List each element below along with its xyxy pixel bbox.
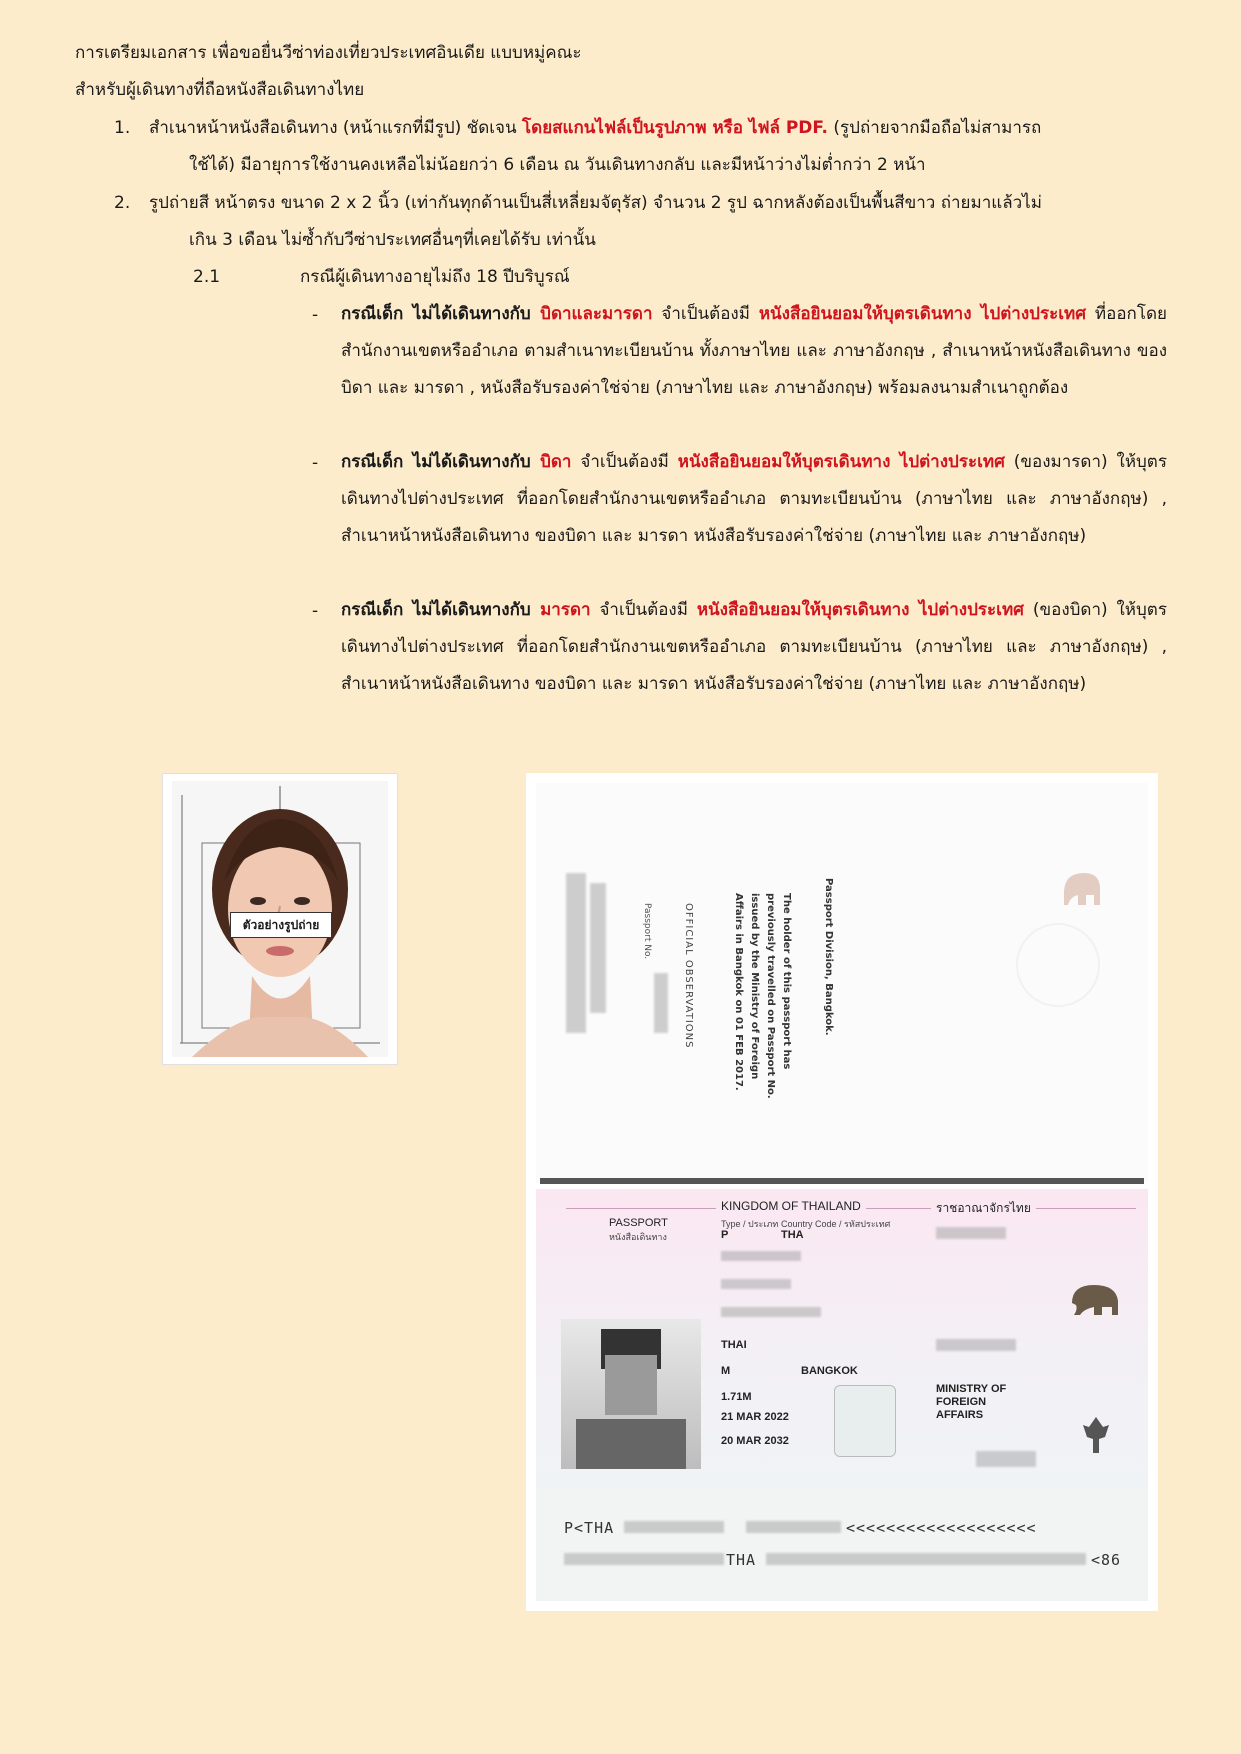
elephant-icon — [1066, 1279, 1126, 1319]
header-rule — [566, 1208, 716, 1209]
passport-sample — [526, 773, 1158, 1611]
header-rule — [1036, 1208, 1136, 1209]
case-2-rest: (ของมารดา) ให้บุตรเดินทางไปต่างประเทศ ที่ออกโดยสำนักงานเขตหรืออำเภอ ตามทะเบียนบ้าน (ภาษาไทย และ ภาษาอังกฤษ) , สำเนาหน้าหนังสือเดินทาง ของบิดา และ มารดา หนังสือรับรองค่าใช่จ่าย (ภาษาไทย และ ภาษาอังกฤษ) — [341, 452, 1167, 546]
mrz-line-2-end: <86 — [1091, 1551, 1122, 1569]
watermark-circle — [1016, 923, 1100, 1007]
case-2-bold: กรณีเด็ก ไม่ได้เดินทางกับ — [341, 452, 541, 472]
item-1-pre: สำเนาหน้าหนังสือเดินทาง (หน้าแรกที่มีรูป) ชัดเจน — [149, 118, 523, 138]
elephant-watermark-icon — [1056, 863, 1106, 913]
ghost-photo — [834, 1385, 896, 1457]
case-1-rest: ที่ออกโดยสำนักงานเขตหรืออำเภอ ตามสำเนาทะเบียนบ้าน ทั้งภาษาไทย และ ภาษาอังกฤษ , สำเนาหน้าหนังสือเดินทาง ของบิดา และ มารดา , หนังสือรับรองค่าใช่จ่าย (ภาษาไทย และ ภาษาอังกฤษ) พร้อมลงนามสำเนาถูกต้อง — [341, 304, 1167, 398]
authority-value: MINISTRY OF FOREIGN AFFAIRS — [936, 1383, 1007, 1421]
garuda-emblem-icon — [1081, 1415, 1111, 1455]
holder-photo — [561, 1319, 701, 1469]
case-2-red2: หนังสือยินยอมให้บุตรเดินทาง ไปต่างประเทศ — [677, 452, 1005, 472]
kingdom-thai-label: ราชอาณาจักรไทย — [936, 1201, 1031, 1215]
passport-division: Passport Division, Bangkok. — [823, 878, 834, 1036]
case-3-paragraph — [341, 592, 1167, 703]
header-line-2: สำหรับผู้เดินทางที่ถือหนังสือเดินทางไทย — [75, 80, 365, 100]
case-1-red1: บิดาและมารดา — [540, 304, 653, 324]
issue-date-value: 21 MAR 2022 — [721, 1411, 789, 1423]
country-code-label: Country Code / รหัสประเทศ — [781, 1219, 891, 1229]
mrz-line-2-mid: THA — [726, 1551, 757, 1569]
case-3-red2: หนังสือยินยอมให้บุตรเดินทาง ไปต่างประเทศ — [696, 600, 1024, 620]
birthplace-value: BANGKOK — [801, 1365, 858, 1377]
passport-no-label: Passport No. — [642, 903, 652, 960]
case-1-bold: กรณีเด็ก ไม่ได้เดินทางกับ — [341, 304, 541, 324]
case-3-bold: กรณีเด็ก ไม่ได้เดินทางกับ — [341, 600, 541, 620]
case-3-dash: - — [312, 601, 319, 621]
redacted-field — [564, 1553, 724, 1565]
item-2-number: 2. — [114, 193, 131, 213]
photo-example-image — [172, 781, 388, 1057]
redacted-field — [721, 1251, 801, 1261]
type-value: P — [721, 1229, 729, 1241]
case-2-paragraph — [341, 444, 1167, 555]
item-1-post: (รูปถ่ายจากมือถือไม่สามารถ — [827, 118, 1042, 138]
case-3-red1: มารดา — [540, 600, 591, 620]
redacted-field — [936, 1227, 1006, 1239]
case-2-dash: - — [312, 453, 319, 473]
redacted-field — [566, 873, 586, 1033]
sub-number: 2.1 — [193, 267, 221, 287]
passport-data-page — [536, 1189, 1148, 1601]
photo-example-label: ตัวอย่างรูปถ่าย — [230, 912, 332, 938]
expiry-date-value: 20 MAR 2032 — [721, 1435, 789, 1447]
item-1-red: โดยสแกนไฟล์เป็นรูปภาพ หรือ ไฟล์ PDF. — [522, 118, 828, 138]
item-1-text — [149, 117, 1167, 139]
case-3-mid: จำเป็นต้องมี — [590, 600, 697, 620]
passport-label: PASSPORT — [609, 1217, 668, 1229]
height-value: 1.71M — [721, 1391, 752, 1403]
mrz-line-1-start: P<THA — [564, 1519, 615, 1537]
holder-shoulders — [576, 1419, 686, 1469]
redacted-field — [624, 1521, 724, 1533]
item-2-continuation: เกิน 3 เดือน ไม่ซ้ำกับวีซ่าประเทศอื่นๆที่เคยได้รับ เท่านั้น — [189, 230, 596, 250]
redacted-field — [746, 1521, 841, 1533]
mrz-line-1-fill: <<<<<<<<<<<<<<<<<<< — [846, 1519, 1037, 1537]
sex-value: M — [721, 1365, 731, 1377]
header-rule — [866, 1208, 931, 1209]
item-1-continuation: ใช้ได้) มีอายุการใช้งานคงเหลือไม่น้อยกว่า 6 เดือน ณ วันเดินทางกลับ และมีหน้าว่างไม่ต่ำกว่า 2 หน้า — [189, 155, 926, 175]
redacted-field — [721, 1279, 791, 1289]
passport-observations-page — [536, 783, 1148, 1183]
item-1-number: 1. — [114, 118, 131, 138]
redacted-field — [590, 883, 606, 1013]
sub-text: กรณีผู้เดินทางอายุไม่ถึง 18 ปีบริบูรณ์ — [300, 267, 570, 287]
redacted-field — [766, 1553, 1086, 1565]
mrz-zone — [536, 1489, 1148, 1601]
kingdom-label: KINGDOM OF THAILAND — [721, 1199, 861, 1213]
case-1-mid: จำเป็นต้องมี — [652, 304, 759, 324]
nationality-value: THAI — [721, 1339, 747, 1351]
redacted-field — [936, 1339, 1016, 1351]
photo-example — [162, 773, 398, 1065]
case-1-paragraph — [341, 296, 1167, 407]
observations-text: The holder of this passport has previously travelled on Passport No. issued by the Ministry of Foreign Affairs in Bangkok on 01 FEB 2017. — [733, 893, 792, 1099]
passport-fold — [540, 1178, 1144, 1184]
passport-label-thai: หนังสือเดินทาง — [609, 1232, 667, 1242]
case-2-red1: บิดา — [540, 452, 572, 472]
item-2-text: รูปถ่ายสี หน้าตรง ขนาด 2 x 2 นิ้ว (เท่ากันทุกด้านเป็นสี่เหลี่ยมจัตุรัส) จำนวน 2 รูป ฉากหลังต้องเป็นพื้นสีขาว ถ่ายมาแล้วไม่ — [149, 193, 1042, 213]
case-2-mid: จำเป็นต้องมี — [571, 452, 678, 472]
case-3-rest: (ของบิดา) ให้บุตรเดินทางไปต่างประเทศ ที่ออกโดยสำนักงานเขตหรืออำเภอ ตามทะเบียนบ้าน (ภาษาไทย และ ภาษาอังกฤษ) , สำเนาหน้าหนังสือเดินทาง ของบิดา และ มารดา หนังสือรับรองค่าใช่จ่าย (ภาษาไทย และ ภาษาอังกฤษ) — [341, 600, 1167, 694]
signature-redacted — [976, 1451, 1036, 1467]
case-1-red2: หนังสือยินยอมให้บุตรเดินทาง ไปต่างประเทศ — [758, 304, 1087, 324]
observations-title: OFFICIAL OBSERVATIONS — [683, 903, 694, 1049]
case-1-dash: - — [312, 305, 319, 325]
country-code-value: THA — [781, 1229, 804, 1241]
redacted-field — [721, 1307, 821, 1317]
redacted-field — [654, 973, 668, 1033]
type-label: Type / ประเภท — [721, 1219, 779, 1229]
header-line-1: การเตรียมเอกสาร เพื่อขอยื่นวีซ่าท่องเที่ยวประเทศอินเดีย แบบหมู่คณะ — [75, 43, 582, 63]
holder-face — [605, 1355, 657, 1415]
